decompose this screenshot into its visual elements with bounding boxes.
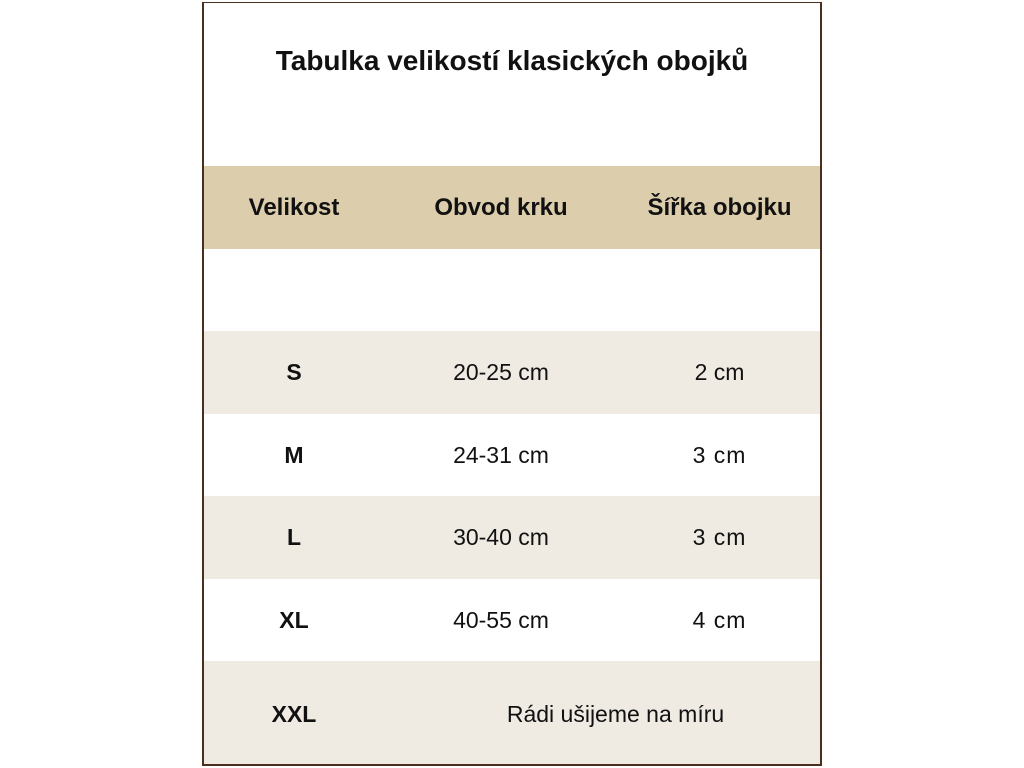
- table-row-custom: [204, 661, 820, 766]
- size-chart-card: [202, 2, 822, 766]
- table-row: [204, 414, 820, 496]
- size-cell: XXL: [271, 700, 317, 727]
- header-size: Velikost: [248, 193, 340, 221]
- table-row: [204, 579, 820, 661]
- neck-cell: 20-25 cm: [453, 359, 549, 385]
- size-cell: XL: [279, 606, 309, 633]
- table-header-row: [204, 166, 820, 249]
- width-cell: 2 cm: [694, 359, 745, 385]
- neck-cell: 40-55 cm: [453, 606, 549, 633]
- table-row: [204, 496, 820, 579]
- header-collar-width: Šířka obojku: [647, 193, 792, 221]
- size-cell: M: [284, 441, 304, 468]
- width-cell: 4 cm: [692, 606, 747, 633]
- custom-size-note: Rádi ušijeme na míru: [506, 700, 725, 727]
- size-cell: L: [286, 524, 302, 550]
- table-row: [204, 331, 820, 414]
- table-spacer-row: [204, 249, 820, 331]
- width-cell: 3 cm: [692, 441, 747, 468]
- width-cell: 3 cm: [692, 524, 747, 550]
- page-title: Tabulka velikostí klasických obojků: [275, 45, 749, 76]
- neck-cell: 30-40 cm: [453, 524, 549, 550]
- size-cell: S: [286, 359, 302, 385]
- neck-cell: 24-31 cm: [453, 441, 549, 468]
- header-neck-circumference: Obvod krku: [434, 193, 568, 221]
